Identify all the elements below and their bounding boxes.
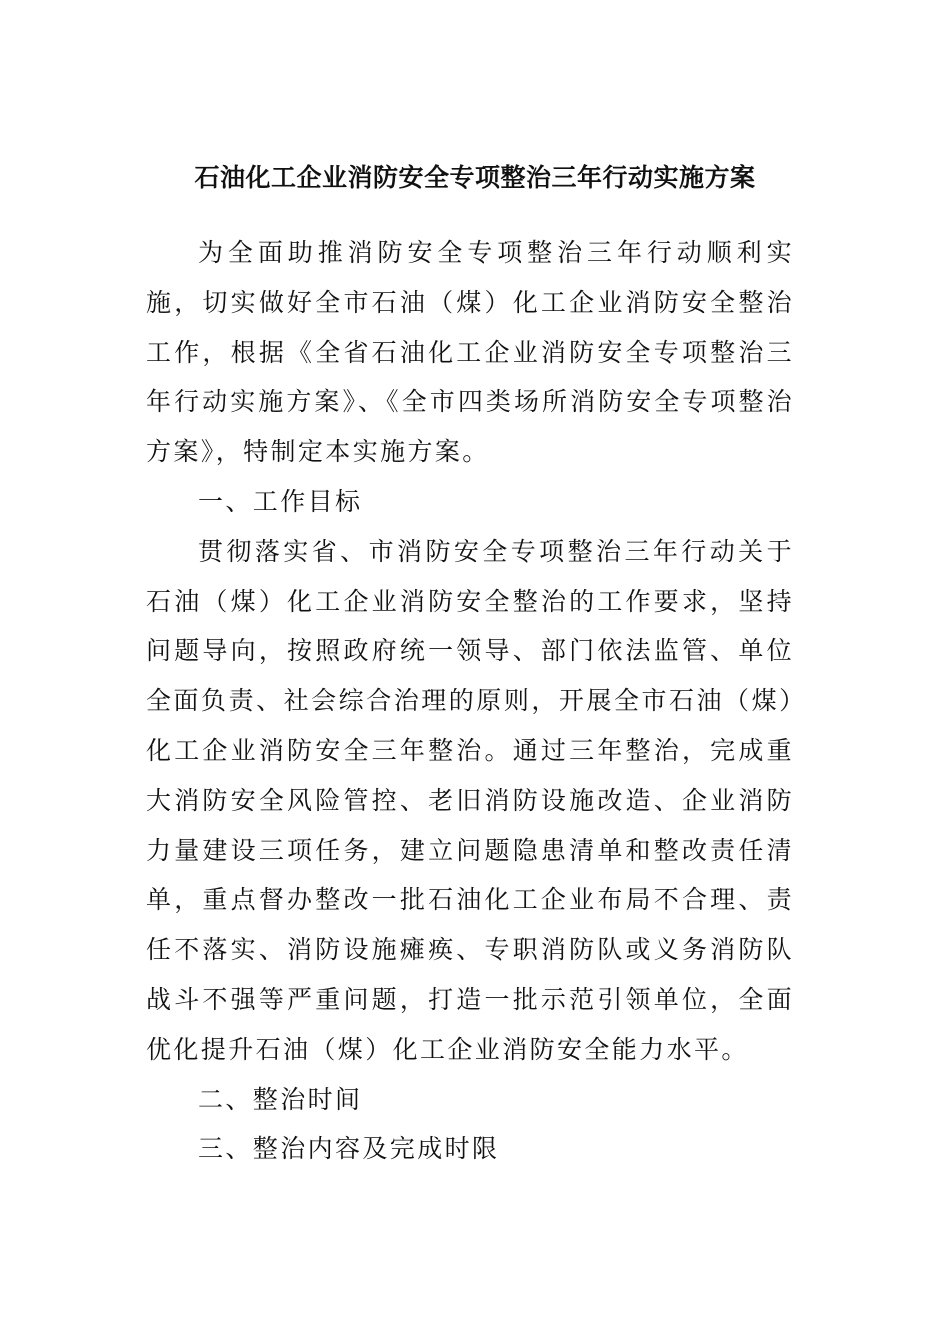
intro-paragraph: 为全面助推消防安全专项整治三年行动顺利实施，切实做好全市石油（煤）化工企业消防安全整治工作，根据《全省石油化工企业消防安全专项整治三年行动实施方案》、《全市四类场所消防安全专项整治方案》，特制定本实施方案。: [146, 238, 794, 467]
document-body: [146, 228, 794, 1174]
section-heading-time: 二、整治时间: [198, 1084, 363, 1114]
goals-paragraph: 贯彻落实省、市消防安全专项整治三年行动关于石油（煤）化工企业消防安全整治的工作要求，坚持问题导向，按照政府统一领导、部门依法监管、单位全面负责、社会综合治理的原则，开展全市石油（煤）化工企业消防安全三年整治。通过三年整治，完成重大消防安全风险管控、老旧消防设施改造、企业消防力量建设三项任务，建立问题隐患清单和整改责任清单，重点督办整改一批石油化工企业布局不合理、责任不落实、消防设施瘫痪、专职消防队或义务消防队战斗不强等严重问题，打造一批示范引领单位，全面优化提升石油（煤）化工企业消防安全能力水平。: [146, 536, 794, 1064]
document-title: 石油化工企业消防安全专项整治三年行动实施方案: [194, 163, 756, 192]
section-heading-content: 三、整治内容及完成时限: [198, 1134, 500, 1164]
section-heading-goals: 一、工作目标: [198, 486, 363, 516]
